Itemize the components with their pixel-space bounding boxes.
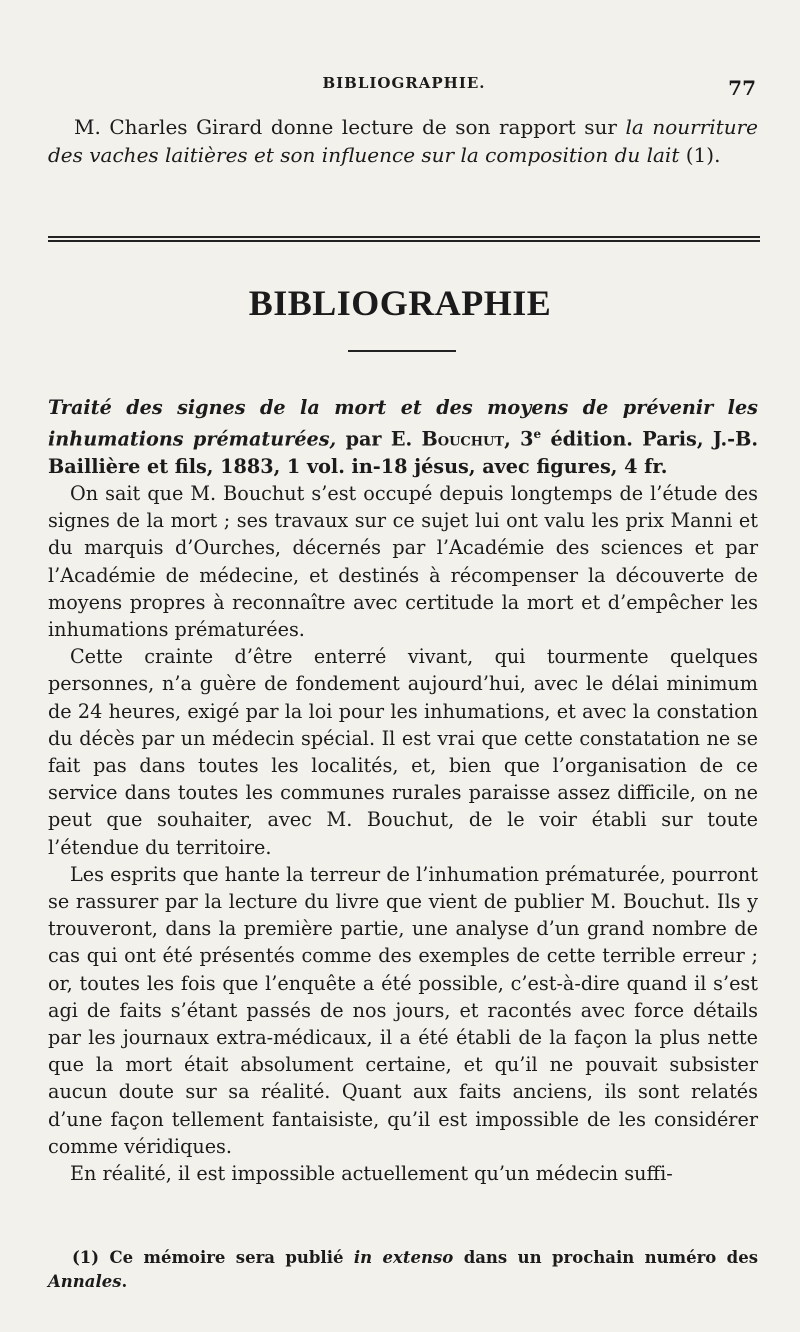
book-reference	[48, 394, 758, 480]
footnote-italic: in extenso	[353, 1248, 454, 1267]
footnote-middle: dans un prochain numéro des	[453, 1248, 758, 1267]
book-edition: , 3	[504, 427, 534, 451]
footnote-prefix: (1) Ce mémoire sera publié	[72, 1248, 354, 1267]
running-head-title: BIBLIOGRAPHIE.	[322, 74, 486, 92]
book-edition-sup: e	[533, 427, 542, 442]
footnote-suffix: .	[121, 1272, 128, 1291]
paragraph-4: En réalité, il est impossible actuellement qu’un médecin suffi-	[70, 1162, 673, 1186]
double-rule-divider	[48, 236, 760, 242]
book-title: Traité des signes de la mort et des moyens de prévenir les inhumations prématurées,	[48, 396, 758, 451]
page-number: 77	[728, 76, 756, 100]
running-head	[48, 74, 760, 104]
intro-prefix: M. Charles Girard donne lecture de son rapport sur	[74, 115, 626, 139]
paragraph-2: Cette crainte d’être enterré vivant, qui tourmente quelques personnes, n’a guère de fondement aujourd’hui, avec le délai minimum de 24 heures, exigé par la loi pour les inhumations, et avec la constation du décès par un médecin spécial. Il est vrai que cette constatation ne se fait pas dans toutes les localités, et, bien que l’organisation de ce service dans toutes les communes rurales paraisse assez difficile, on ne peut que souhaiter, avec M. Bouchut, de le voir établi sur toute l’étendue du territoire.	[48, 645, 758, 859]
intro-report-title: la nourriture des vaches laitières et son influence sur la composition du lait	[48, 115, 759, 167]
book-author: Bouchut	[421, 427, 505, 451]
book-by: par E.	[336, 427, 422, 451]
intro-suffix: (1).	[679, 142, 721, 167]
footnote-journal: Annales	[48, 1272, 122, 1291]
section-title: BIBLIOGRAPHIE	[248, 283, 552, 323]
review-body	[48, 480, 758, 1187]
paragraph-1: On sait que M. Bouchut s’est occupé depuis longtemps de l’étude des signes de la mort ; ses travaux sur ce sujet lui ont valu les prix Manni et du marquis d’Ourches, décernés par l’Académie des sciences et par l’Académie de médecine, et destinés à récompenser la découverte de moyens propres à reconnaître avec certitude la mort et d’empêcher les inhumations prématurées.	[48, 482, 758, 642]
title-underline	[348, 350, 456, 352]
book-details: édition. Paris, J.-B. Baillière et fils, 1883, 1 vol. in-18 jésus, avec figures, 4 fr.	[48, 427, 759, 478]
footnote	[48, 1246, 758, 1294]
paragraph-3: Les esprits que hante la terreur de l’inhumation prématurée, pourront se rassurer par la lecture du livre que vient de publier M. Bouchut. Ils y trouveront, dans la première partie, une analyse d’un grand nombre de cas qui ont été présentés comme des exemples de cette terrible erreur ; or, toutes les fois que l’enquête a été possible, c’est-à-dire quand il s’est agi de faits s’étant passés de nos jours, et racontés avec force détails par les journaux extra-médicaux, il a été établi de la façon la plus nette que la mort était absolument certaine, et qu’il ne pouvait subsister aucun doute sur sa réalité. Quant aux faits anciens, ils sont relatés d’une façon tellement fantaisiste, qu’il est impossible de les considérer comme véridiques.	[48, 862, 758, 1158]
intro-paragraph	[48, 114, 758, 169]
